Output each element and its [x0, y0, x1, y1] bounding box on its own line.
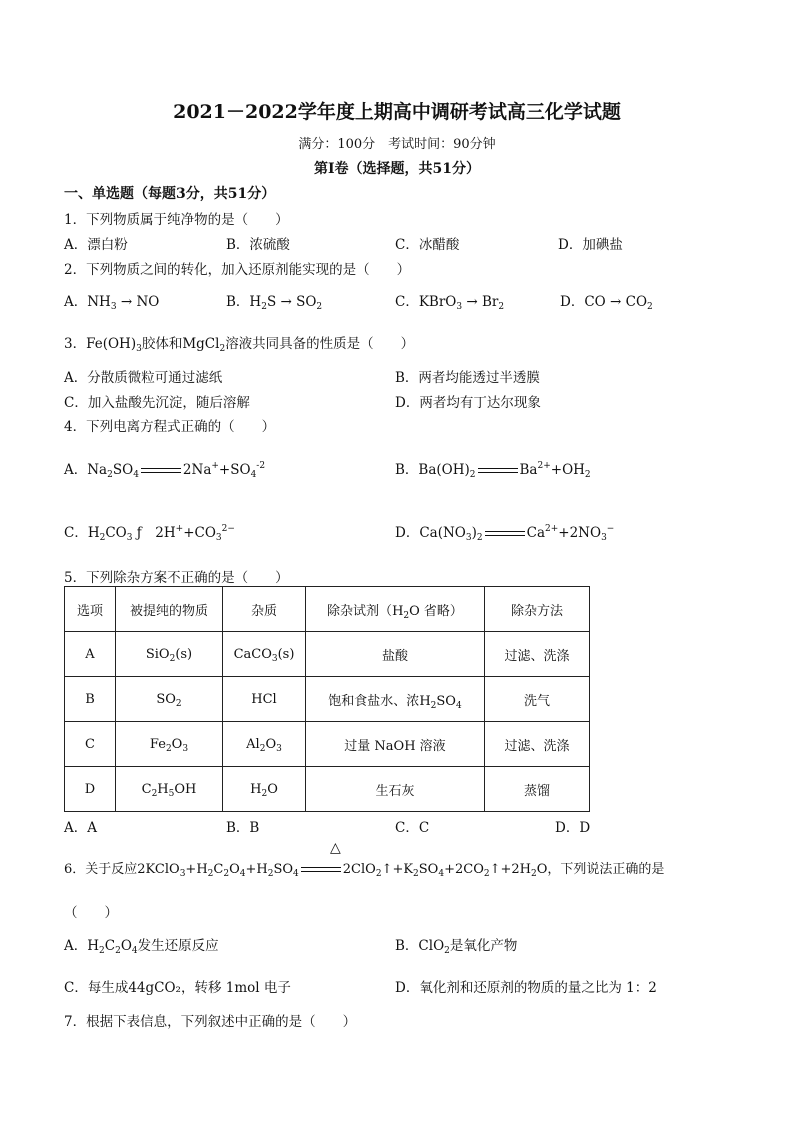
question-6-stem: 6．关于反应$2KClO_3+H_2C_2O_4+H_2SO_4$ $2ClO_2↑+K_2SO_4+2CO_2↑+2H_2O$，下列说法正确的是 — [64, 862, 665, 879]
table-cell: C — [65, 722, 116, 767]
part-heading: 第Ⅰ卷（选择题，共51分） — [313, 161, 481, 177]
question-5-stem: 5．下列除杂方案不正确的是（ ） — [64, 570, 289, 586]
question-5-option-c: C．C — [395, 820, 430, 836]
question-4-option-d: D．$Ca(NO_3)_2$ $Ca^{2+}+2NO_3^-$ — [395, 524, 615, 543]
table-row — [65, 767, 590, 812]
table-cell: 蒸馏 — [485, 767, 590, 812]
table-cell: $H_2O$ — [223, 767, 306, 812]
table-cell: 生石灰 — [306, 767, 485, 812]
question-4-option-b: B．$Ba(OH)_2$ $Ba^{2+}+OH_2$ — [395, 461, 591, 480]
table-cell: B — [65, 677, 116, 722]
question-1-option-a: A．漂白粉 — [64, 237, 128, 253]
table-cell: $C_2H_5OH$ — [116, 767, 223, 812]
table-cell: 过量 NaOH 溶液 — [306, 722, 485, 767]
exam-meta: 满分：100分 考试时间：90分钟 — [298, 137, 496, 152]
question-3-option-d: D．两者均有丁达尔现象 — [395, 395, 541, 411]
table-row — [65, 677, 590, 722]
question-6-option-c: C．每生成44gCO₂，转移 1mol 电子 — [64, 980, 291, 996]
question-6-option-a: A．$H_2C_2O_4$发生还原反应 — [64, 938, 219, 956]
question-7-stem: 7．根据下表信息，下列叙述中正确的是（ ） — [64, 1014, 357, 1030]
question-5-option-b: B．B — [226, 820, 260, 836]
table-cell: A — [65, 632, 116, 677]
question-2-option-c: C．KBrO$_3$ → $Br_2$ — [395, 294, 505, 312]
question-2-option-b: B．$H_2S \to SO_2$ — [226, 294, 323, 312]
question-4-option-a: A．$Na_2SO_4$ $2Na^++SO_4^{-2}$ — [64, 461, 266, 480]
equals-sign — [478, 467, 518, 475]
table-cell: 饱和食盐水、浓$H_2SO_4$ — [306, 677, 485, 722]
question-2-option-a: A．$NH_3$ → NO — [64, 294, 160, 312]
table-cell: HCl — [223, 677, 306, 722]
table-row — [65, 722, 590, 767]
question-3-option-b: B．两者均能透过半透膜 — [395, 370, 540, 386]
table-header-row — [65, 587, 590, 632]
question-3-stem: 3．$Fe(OH)_3$胶体和MgCl$_2$溶液共同具备的性质是（ ） — [64, 336, 415, 354]
table-cell: 过滤、洗涤 — [485, 722, 590, 767]
table-header-cell: 选项 — [65, 587, 116, 632]
table-cell: $Al_2O_3$ — [223, 722, 306, 767]
impurity-removal-table — [64, 586, 590, 812]
table-row — [65, 632, 590, 677]
question-6-answer-paren: （ ） — [64, 905, 118, 921]
question-4-stem: 4．下列电离方程式正确的（ ） — [64, 419, 276, 435]
table-cell: 洗气 — [485, 677, 590, 722]
equals-sign — [141, 467, 181, 475]
question-6-option-b: B．ClO$_2$是氧化产物 — [395, 938, 518, 956]
question-1-stem: 1．下列物质属于纯净物的是（ ） — [64, 212, 289, 228]
question-1-option-c: C．冰醋酸 — [395, 237, 460, 253]
question-4-option-c: C．$H_2CO_3$ ƒ $2H^++CO_3^{2-}$ — [64, 524, 235, 543]
page-title: 2021－2022学年度上期高中调研考试高三化学试题 — [173, 101, 621, 123]
table-cell: D — [65, 767, 116, 812]
table-header-cell: 除杂试剂（$H_2O$ 省略） — [306, 587, 485, 632]
question-1-option-d: D．加碘盐 — [558, 237, 623, 253]
equals-sign — [485, 530, 525, 538]
question-1-option-b: B．浓硫酸 — [226, 237, 290, 253]
question-5-option-d: D．D — [555, 820, 591, 836]
table-cell: SiO$_2$(s) — [116, 632, 223, 677]
table-cell: 盐酸 — [306, 632, 485, 677]
equals-sign — [301, 866, 341, 874]
question-3-option-a: A．分散质微粒可通过滤纸 — [64, 370, 223, 386]
question-3-option-c: C．加入盐酸先沉淀，随后溶解 — [64, 395, 250, 411]
table-header-cell: 被提纯的物质 — [116, 587, 223, 632]
question-5-option-a: A．A — [64, 820, 97, 836]
question-6-option-d: D．氧化剂和还原剂的物质的量之比为 1：2 — [395, 980, 657, 996]
heating-triangle-symbol: △ — [330, 840, 341, 856]
question-2-stem: 2．下列物质之间的转化，加入还原剂能实现的是（ ） — [64, 262, 411, 278]
table-cell: $SO_2$ — [116, 677, 223, 722]
section-heading: 一、单选题（每题3分，共51分） — [64, 186, 276, 202]
table-cell: CaCO$_3$(s) — [223, 632, 306, 677]
table-cell: 过滤、洗涤 — [485, 632, 590, 677]
table-header-cell: 除杂方法 — [485, 587, 590, 632]
question-2-option-d: D．CO → $CO_2$ — [560, 294, 653, 312]
table-cell: $Fe_2O_3$ — [116, 722, 223, 767]
table-header-cell: 杂质 — [223, 587, 306, 632]
